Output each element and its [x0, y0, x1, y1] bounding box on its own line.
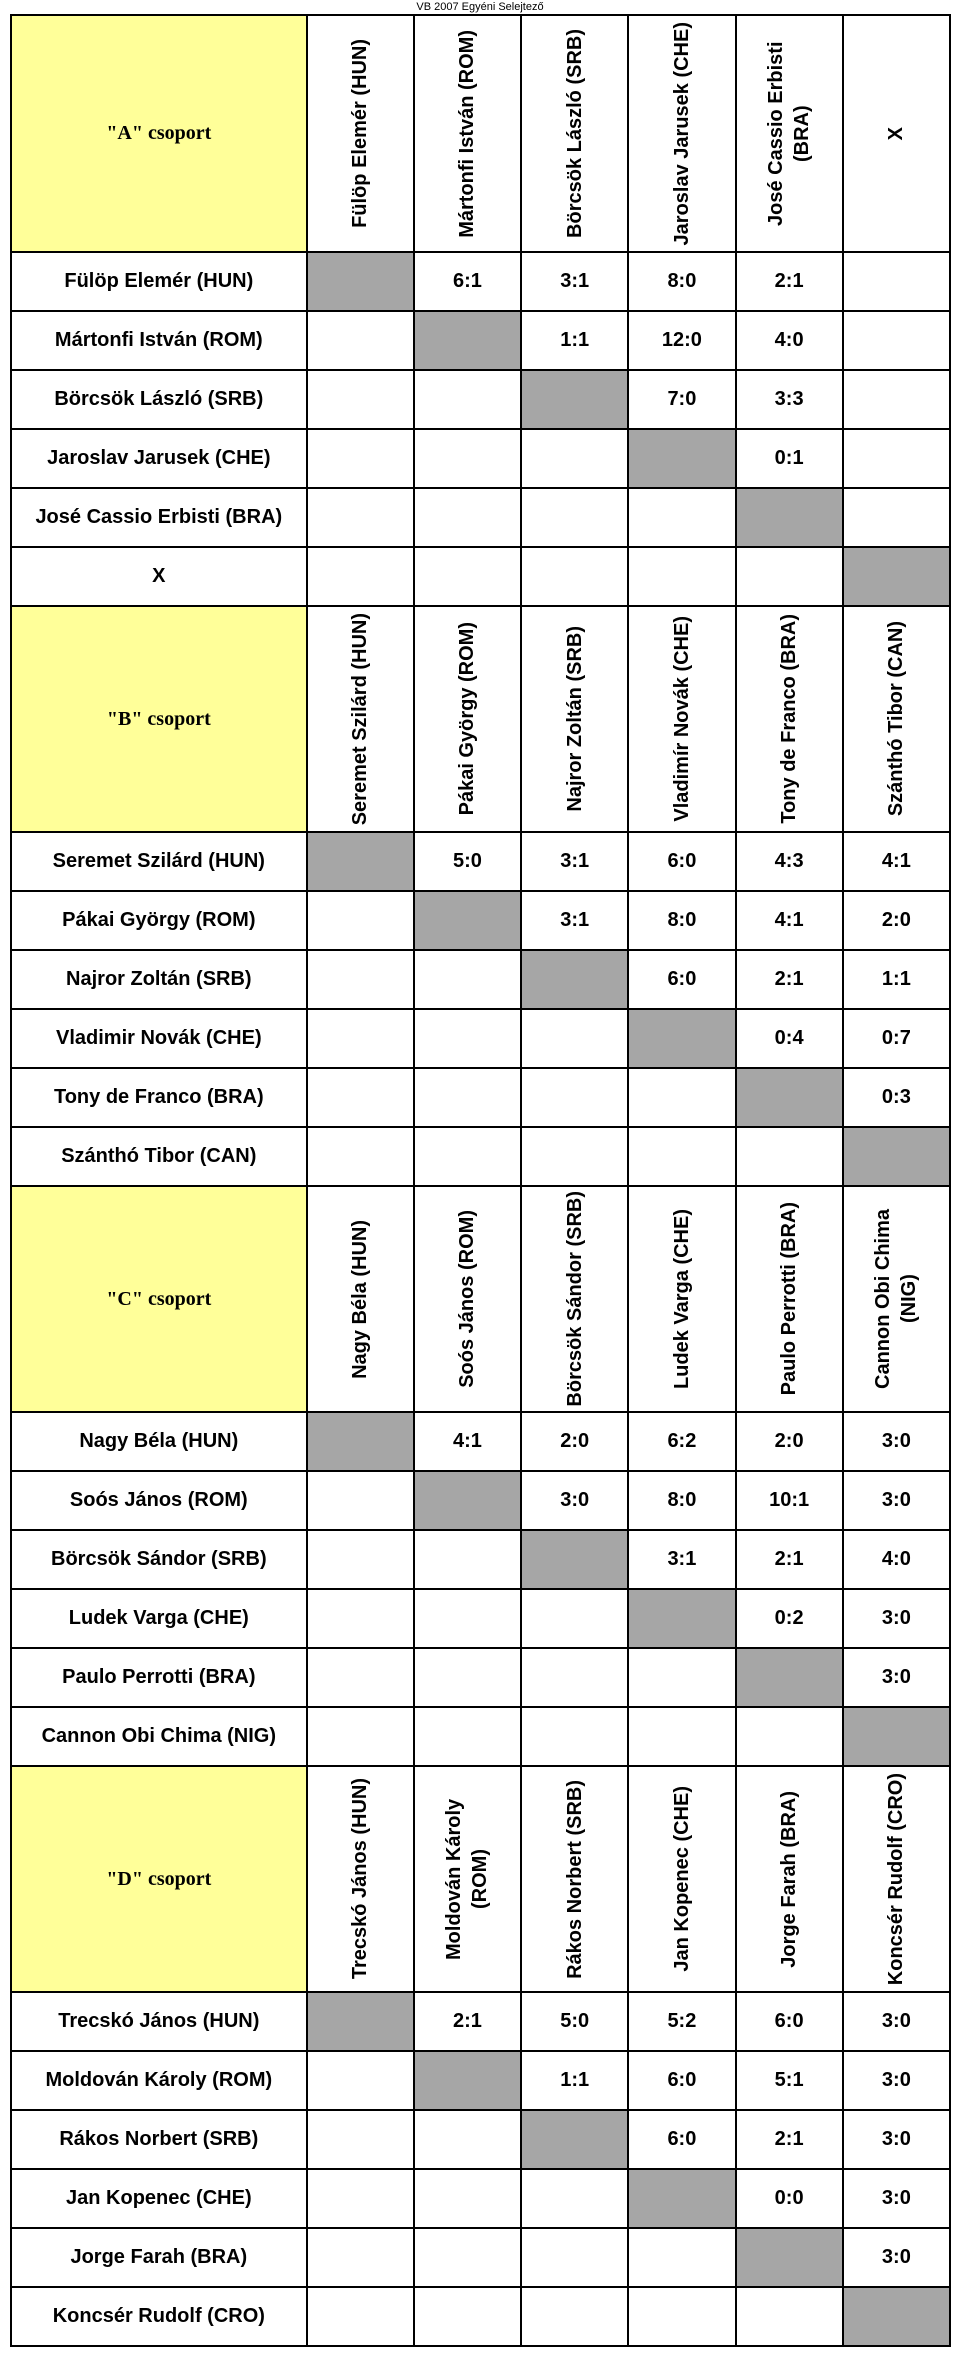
- score-cell: 3:1: [521, 252, 628, 311]
- table-row: [11, 1707, 950, 1766]
- player-name: Moldován Károly (ROM): [11, 2051, 307, 2110]
- column-header-label: José Cassio Erbisti (BRA): [765, 41, 814, 226]
- score-cell: [307, 950, 414, 1009]
- player-name: Börcsök László (SRB): [11, 370, 307, 429]
- diagonal-cell: [521, 1530, 628, 1589]
- score-cell: 3:3: [736, 370, 843, 429]
- column-header-label: Fülöp Elemér (HUN): [349, 39, 372, 228]
- score-cell: [307, 1707, 414, 1766]
- score-cell: [307, 488, 414, 547]
- column-header: [736, 15, 843, 252]
- score-cell: 5:0: [414, 832, 521, 891]
- score-cell: [414, 1127, 521, 1186]
- player-name: Pákai György (ROM): [11, 891, 307, 950]
- score-cell: [307, 1068, 414, 1127]
- column-header-label: Jorge Farah (BRA): [778, 1790, 801, 1968]
- group-title: "C" csoport: [11, 1186, 307, 1412]
- column-header: [307, 606, 414, 832]
- diagonal-cell: [736, 1648, 843, 1707]
- score-cell: [414, 370, 521, 429]
- column-header-label: Nagy Béla (HUN): [349, 1219, 372, 1379]
- score-cell: 5:1: [736, 2051, 843, 2110]
- score-cell: [414, 2169, 521, 2228]
- score-cell: [628, 1707, 735, 1766]
- column-header-label: Rákos Norbert (SRB): [563, 1779, 586, 1979]
- score-cell: [414, 429, 521, 488]
- score-cell: 6:0: [628, 2051, 735, 2110]
- score-cell: [628, 2287, 735, 2346]
- player-name: Rákos Norbert (SRB): [11, 2110, 307, 2169]
- score-cell: [843, 429, 950, 488]
- score-cell: 6:2: [628, 1412, 735, 1471]
- score-cell: [307, 547, 414, 606]
- score-cell: 1:1: [843, 950, 950, 1009]
- player-name: Fülöp Elemér (HUN): [11, 252, 307, 311]
- score-cell: [414, 950, 521, 1009]
- column-header: [628, 1766, 735, 1992]
- column-header: [628, 606, 735, 832]
- score-cell: [521, 1707, 628, 1766]
- score-cell: 2:0: [521, 1412, 628, 1471]
- score-cell: 0:0: [736, 2169, 843, 2228]
- score-cell: 4:1: [414, 1412, 521, 1471]
- score-cell: [307, 1009, 414, 1068]
- diagonal-cell: [736, 2228, 843, 2287]
- column-header: [736, 1766, 843, 1992]
- column-header-label: Tony de Franco (BRA): [778, 614, 801, 824]
- column-header: [843, 15, 950, 252]
- score-cell: 4:1: [736, 891, 843, 950]
- score-cell: 3:0: [843, 1992, 950, 2051]
- group-header-row: [11, 15, 950, 252]
- player-name: Szánthó Tibor (CAN): [11, 1127, 307, 1186]
- score-cell: [307, 2228, 414, 2287]
- score-cell: 12:0: [628, 311, 735, 370]
- score-cell: [521, 1127, 628, 1186]
- score-cell: 4:1: [843, 832, 950, 891]
- score-cell: 6:0: [628, 832, 735, 891]
- score-cell: [843, 370, 950, 429]
- diagonal-cell: [414, 891, 521, 950]
- score-cell: [521, 2287, 628, 2346]
- results-table: [10, 14, 951, 2347]
- diagonal-cell: [628, 1009, 735, 1068]
- column-header: [628, 15, 735, 252]
- score-cell: [521, 488, 628, 547]
- player-name: Börcsök Sándor (SRB): [11, 1530, 307, 1589]
- column-header-label: Mártonfi István (ROM): [456, 29, 479, 238]
- column-header-label: Vladimír Novák (CHE): [670, 616, 693, 822]
- score-cell: 3:0: [843, 2228, 950, 2287]
- score-cell: [414, 2228, 521, 2287]
- score-cell: 3:0: [843, 2169, 950, 2228]
- score-cell: 5:2: [628, 1992, 735, 2051]
- score-cell: 2:1: [736, 252, 843, 311]
- group-title: "A" csoport: [11, 15, 307, 252]
- diagonal-cell: [414, 311, 521, 370]
- column-header-label: Ludek Varga (CHE): [670, 1208, 693, 1390]
- player-name: Jorge Farah (BRA): [11, 2228, 307, 2287]
- score-cell: [414, 2110, 521, 2169]
- table-row: [11, 1648, 950, 1707]
- score-cell: [307, 2110, 414, 2169]
- score-cell: [307, 1589, 414, 1648]
- score-cell: [307, 1648, 414, 1707]
- score-cell: 3:0: [521, 1471, 628, 1530]
- score-cell: 2:0: [843, 891, 950, 950]
- player-name: Koncsér Rudolf (CRO): [11, 2287, 307, 2346]
- table-row: [11, 950, 950, 1009]
- column-header-label: Koncsér Rudolf (CRO): [885, 1772, 908, 1986]
- score-cell: 3:0: [843, 2110, 950, 2169]
- score-cell: 0:4: [736, 1009, 843, 1068]
- score-cell: [736, 1707, 843, 1766]
- group-header-row: [11, 606, 950, 832]
- table-row: [11, 1530, 950, 1589]
- diagonal-cell: [307, 1992, 414, 2051]
- column-header: [414, 15, 521, 252]
- score-cell: [307, 2051, 414, 2110]
- column-header: [521, 15, 628, 252]
- player-name: Ludek Varga (CHE): [11, 1589, 307, 1648]
- column-header-label: Jan Kopenec (CHE): [670, 1786, 693, 1972]
- player-name: Jaroslav Jarusek (CHE): [11, 429, 307, 488]
- table-row: [11, 1589, 950, 1648]
- column-header: [843, 1766, 950, 1992]
- player-name: Trecskó János (HUN): [11, 1992, 307, 2051]
- column-header-label: Soós János (ROM): [456, 1210, 479, 1388]
- table-row: [11, 1471, 950, 1530]
- table-row: [11, 832, 950, 891]
- diagonal-cell: [628, 1589, 735, 1648]
- diagonal-cell: [628, 2169, 735, 2228]
- score-cell: [628, 2228, 735, 2287]
- score-cell: [307, 429, 414, 488]
- score-cell: [414, 488, 521, 547]
- column-header-label: X: [885, 126, 908, 141]
- score-cell: 2:1: [736, 2110, 843, 2169]
- column-header: [521, 606, 628, 832]
- score-cell: 3:1: [521, 832, 628, 891]
- score-cell: [307, 311, 414, 370]
- table-row: [11, 2287, 950, 2346]
- score-cell: [414, 547, 521, 606]
- score-cell: 4:0: [736, 311, 843, 370]
- player-name: Nagy Béla (HUN): [11, 1412, 307, 1471]
- score-cell: 3:0: [843, 1648, 950, 1707]
- score-cell: [843, 488, 950, 547]
- score-cell: 1:1: [521, 2051, 628, 2110]
- diagonal-cell: [307, 832, 414, 891]
- score-cell: [628, 1127, 735, 1186]
- score-cell: 3:1: [521, 891, 628, 950]
- table-row: [11, 2169, 950, 2228]
- table-row: [11, 547, 950, 606]
- column-header: [414, 1766, 521, 1992]
- player-name: Soós János (ROM): [11, 1471, 307, 1530]
- column-header: [736, 1186, 843, 1412]
- score-cell: [521, 1648, 628, 1707]
- score-cell: 8:0: [628, 891, 735, 950]
- score-cell: [843, 252, 950, 311]
- score-cell: 5:0: [521, 1992, 628, 2051]
- column-header-label: Cannon Obi Chima (NIG): [872, 1209, 921, 1389]
- score-cell: [414, 1589, 521, 1648]
- score-cell: [307, 370, 414, 429]
- column-header-label: Moldován Károly (ROM): [443, 1798, 492, 1960]
- score-cell: 3:0: [843, 1471, 950, 1530]
- column-header: [628, 1186, 735, 1412]
- column-header: [736, 606, 843, 832]
- diagonal-cell: [843, 547, 950, 606]
- diagonal-cell: [307, 1412, 414, 1471]
- score-cell: 6:1: [414, 252, 521, 311]
- score-cell: [736, 2287, 843, 2346]
- player-name: Seremet Szilárd (HUN): [11, 832, 307, 891]
- table-row: [11, 252, 950, 311]
- score-cell: [628, 488, 735, 547]
- column-header: [307, 15, 414, 252]
- diagonal-cell: [843, 1707, 950, 1766]
- score-cell: 8:0: [628, 1471, 735, 1530]
- table-row: [11, 2110, 950, 2169]
- player-name: Paulo Perrotti (BRA): [11, 1648, 307, 1707]
- diagonal-cell: [736, 1068, 843, 1127]
- score-cell: 3:1: [628, 1530, 735, 1589]
- column-header-label: Najror Zoltán (SRB): [563, 626, 586, 812]
- score-cell: 6:0: [736, 1992, 843, 2051]
- column-header: [307, 1766, 414, 1992]
- player-name: Jan Kopenec (CHE): [11, 2169, 307, 2228]
- score-cell: [736, 547, 843, 606]
- player-name: Najror Zoltán (SRB): [11, 950, 307, 1009]
- table-row: [11, 429, 950, 488]
- score-cell: 2:0: [736, 1412, 843, 1471]
- score-cell: 4:3: [736, 832, 843, 891]
- score-cell: [521, 1009, 628, 1068]
- score-cell: [521, 429, 628, 488]
- column-header: [843, 606, 950, 832]
- score-cell: [736, 1127, 843, 1186]
- score-cell: [307, 1127, 414, 1186]
- score-cell: 8:0: [628, 252, 735, 311]
- score-cell: [307, 891, 414, 950]
- diagonal-cell: [521, 950, 628, 1009]
- table-row: [11, 311, 950, 370]
- table-row: [11, 370, 950, 429]
- score-cell: 6:0: [628, 950, 735, 1009]
- score-cell: 2:1: [736, 1530, 843, 1589]
- player-name: Vladimir Novák (CHE): [11, 1009, 307, 1068]
- score-cell: [307, 2287, 414, 2346]
- score-cell: [414, 1707, 521, 1766]
- score-cell: [843, 311, 950, 370]
- table-row: [11, 2051, 950, 2110]
- diagonal-cell: [736, 488, 843, 547]
- column-header: [414, 606, 521, 832]
- diagonal-cell: [521, 2110, 628, 2169]
- score-cell: 6:0: [628, 2110, 735, 2169]
- group-title: "D" csoport: [11, 1766, 307, 1992]
- diagonal-cell: [521, 370, 628, 429]
- score-cell: [414, 1009, 521, 1068]
- diagonal-cell: [628, 429, 735, 488]
- table-row: [11, 2228, 950, 2287]
- column-header-label: Szánthó Tibor (CAN): [885, 621, 908, 817]
- group-header-row: [11, 1766, 950, 1992]
- score-cell: 0:2: [736, 1589, 843, 1648]
- score-cell: 2:1: [414, 1992, 521, 2051]
- column-header-label: Trecskó János (HUN): [349, 1778, 372, 1980]
- column-header: [843, 1186, 950, 1412]
- table-row: [11, 1992, 950, 2051]
- score-cell: 0:1: [736, 429, 843, 488]
- player-name: José Cassio Erbisti (BRA): [11, 488, 307, 547]
- diagonal-cell: [414, 1471, 521, 1530]
- column-header-label: Börcsök Sándor (SRB): [563, 1191, 586, 1407]
- score-cell: [414, 1648, 521, 1707]
- column-header-label: Seremet Szilárd (HUN): [349, 612, 372, 826]
- column-header: [521, 1766, 628, 1992]
- column-header-label: Pákai György (ROM): [456, 622, 479, 816]
- score-cell: 0:3: [843, 1068, 950, 1127]
- column-header: [521, 1186, 628, 1412]
- column-header-label: Paulo Perrotti (BRA): [778, 1202, 801, 1396]
- score-cell: [521, 2169, 628, 2228]
- score-cell: 3:0: [843, 1589, 950, 1648]
- diagonal-cell: [843, 1127, 950, 1186]
- diagonal-cell: [414, 2051, 521, 2110]
- player-name: Mártonfi István (ROM): [11, 311, 307, 370]
- group-header-row: [11, 1186, 950, 1412]
- score-cell: 2:1: [736, 950, 843, 1009]
- score-cell: 3:0: [843, 2051, 950, 2110]
- player-name: Cannon Obi Chima (NIG): [11, 1707, 307, 1766]
- score-cell: 7:0: [628, 370, 735, 429]
- score-cell: [628, 1068, 735, 1127]
- column-header-label: Börcsök László (SRB): [563, 29, 586, 238]
- score-cell: 1:1: [521, 311, 628, 370]
- table-row: [11, 1412, 950, 1471]
- score-cell: 3:0: [843, 1412, 950, 1471]
- group-title: "B" csoport: [11, 606, 307, 832]
- score-cell: [307, 2169, 414, 2228]
- score-cell: [307, 1530, 414, 1589]
- score-cell: [628, 547, 735, 606]
- score-cell: [414, 2287, 521, 2346]
- document-title: VB 2007 Egyéni Selejtező: [416, 1, 544, 13]
- score-cell: [414, 1068, 521, 1127]
- diagonal-cell: [843, 2287, 950, 2346]
- table-row: [11, 1068, 950, 1127]
- column-header-label: Jaroslav Jarusek (CHE): [670, 21, 693, 246]
- table-row: [11, 891, 950, 950]
- score-cell: [521, 547, 628, 606]
- score-cell: [521, 2228, 628, 2287]
- score-cell: [521, 1589, 628, 1648]
- diagonal-cell: [307, 252, 414, 311]
- score-cell: 4:0: [843, 1530, 950, 1589]
- player-name: Tony de Franco (BRA): [11, 1068, 307, 1127]
- score-cell: 10:1: [736, 1471, 843, 1530]
- score-cell: [414, 1530, 521, 1589]
- score-cell: [628, 1648, 735, 1707]
- score-cell: [521, 1068, 628, 1127]
- player-name: X: [11, 547, 307, 606]
- table-row: [11, 1127, 950, 1186]
- column-header: [414, 1186, 521, 1412]
- table-row: [11, 488, 950, 547]
- table-row: [11, 1009, 950, 1068]
- column-header: [307, 1186, 414, 1412]
- score-cell: [307, 1471, 414, 1530]
- score-cell: 0:7: [843, 1009, 950, 1068]
